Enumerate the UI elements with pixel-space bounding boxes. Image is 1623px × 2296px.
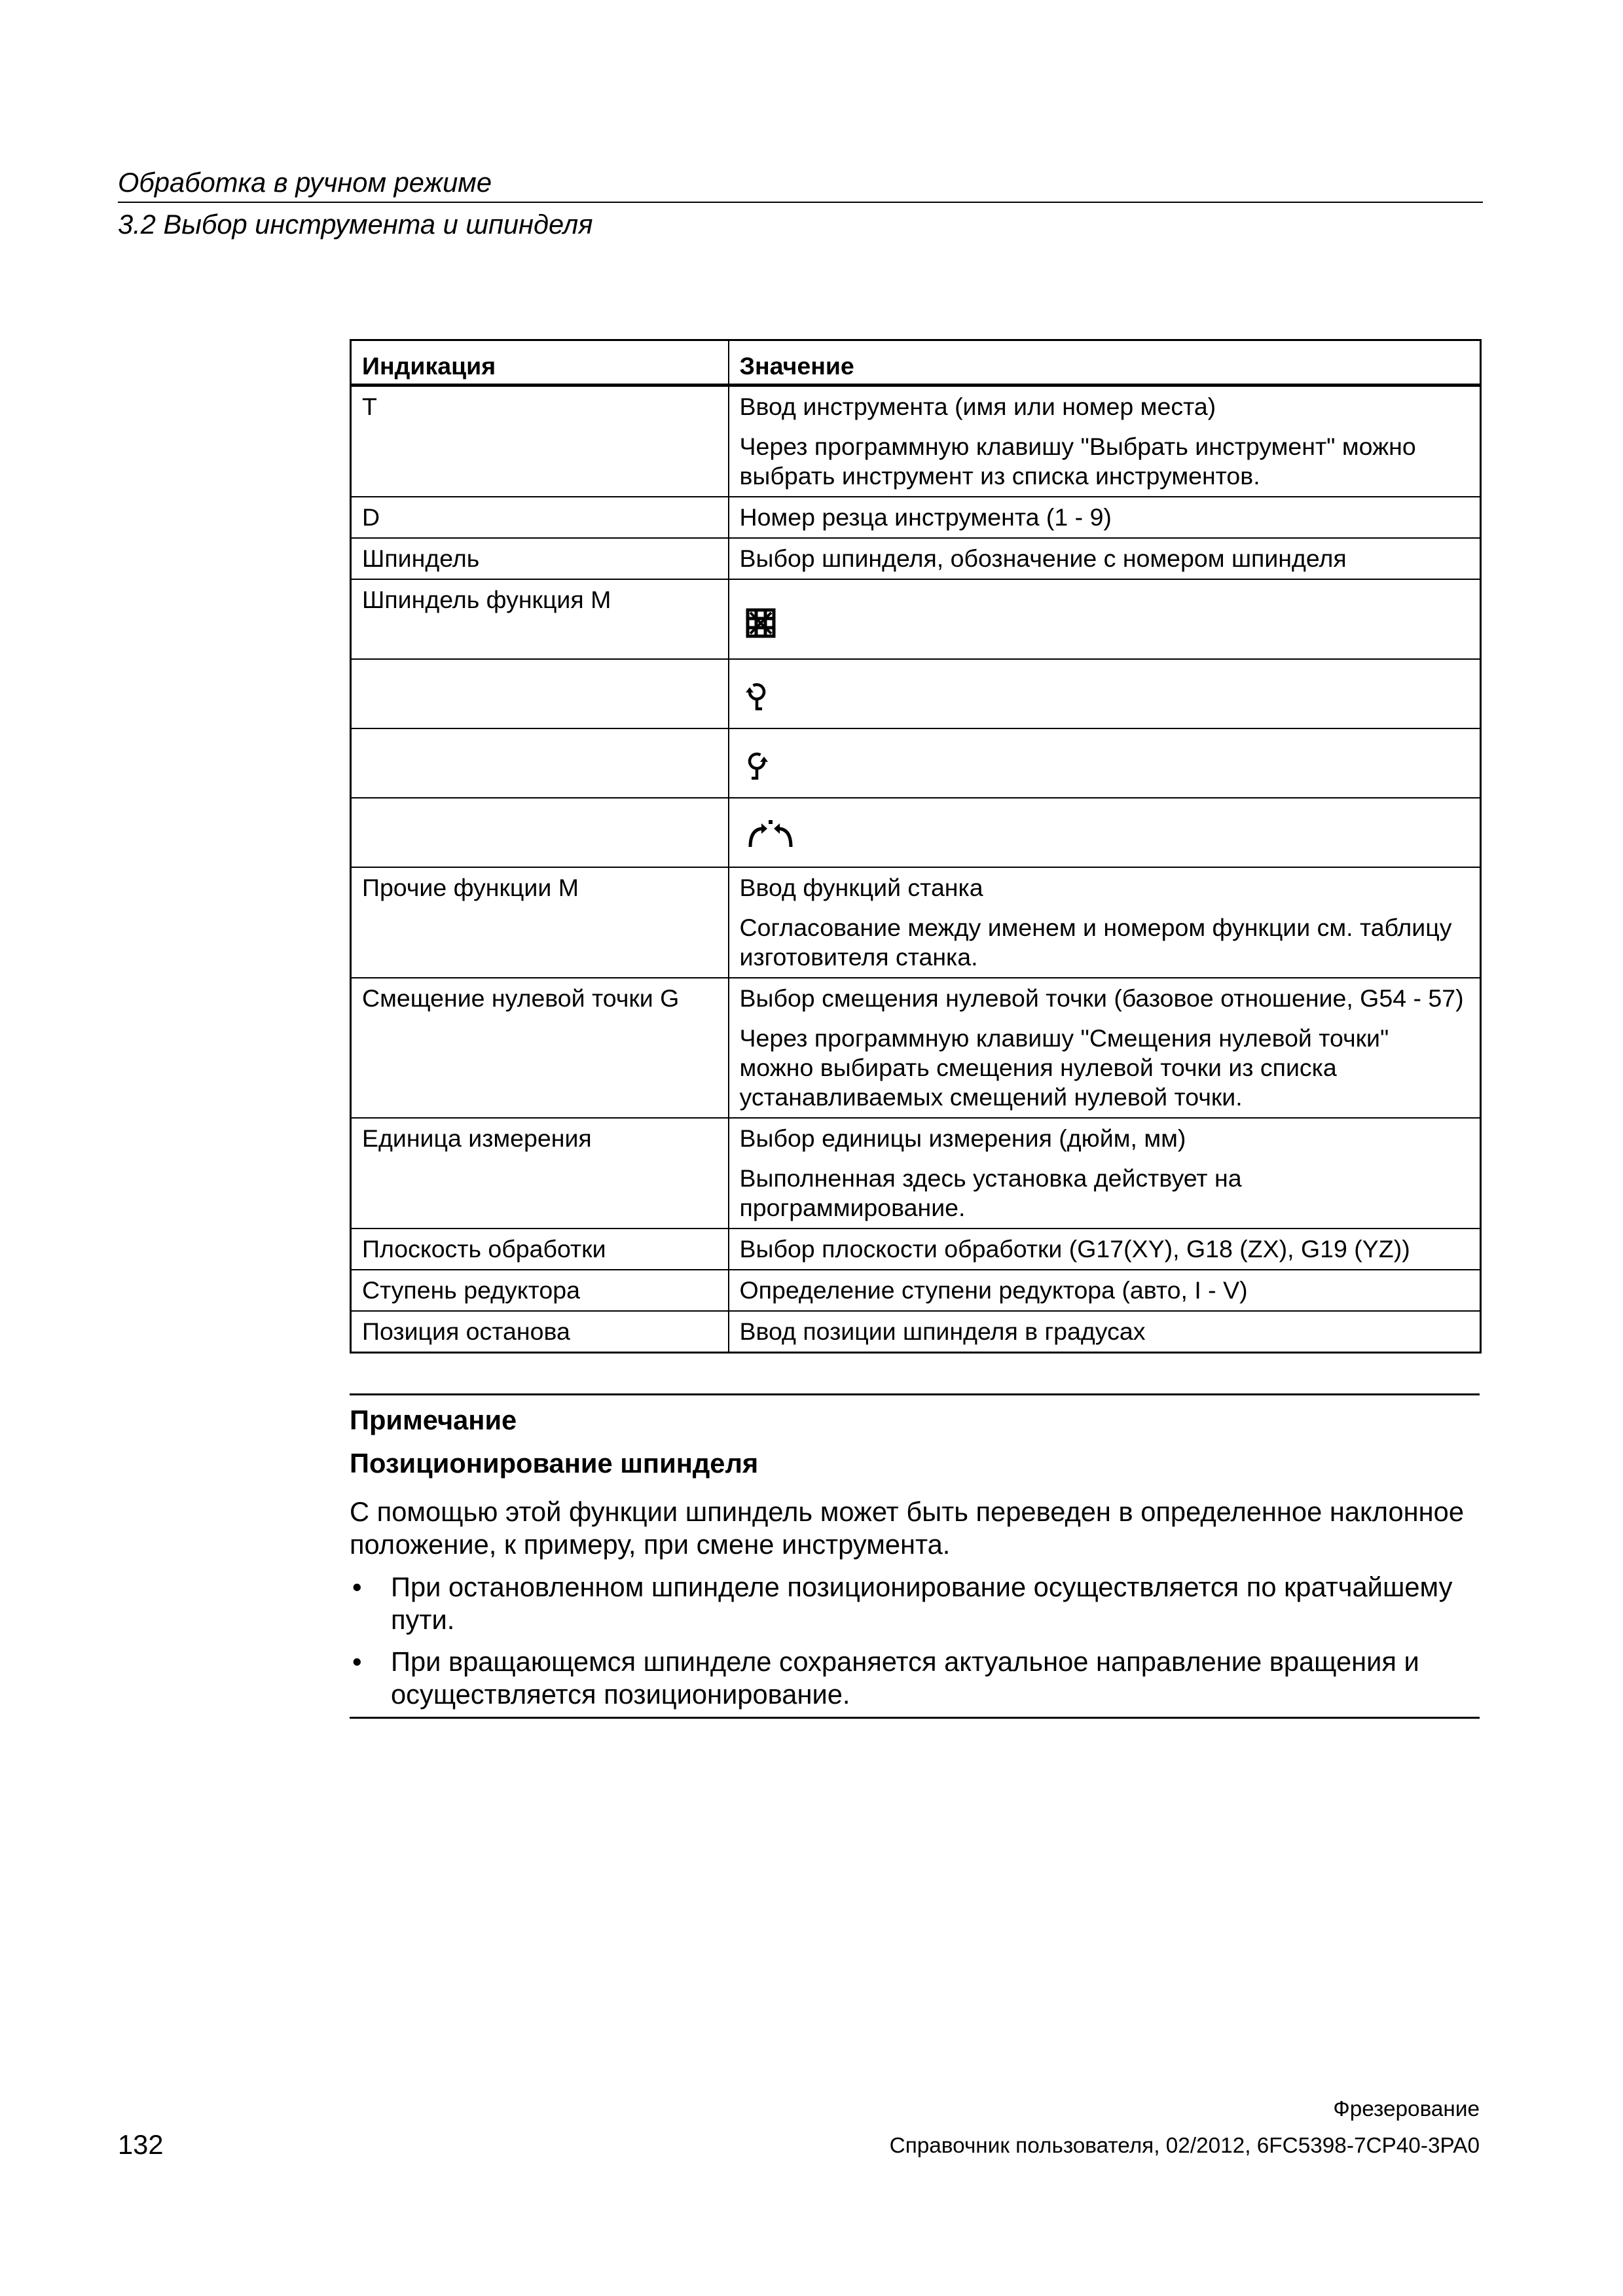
note-bullet-list [350,1571,1480,1711]
meaning-text: Через программную клавишу "Выбрать инструмент" можно выбрать инструмент из списка инструментов. [739,433,1416,490]
table-row [351,497,1481,538]
indication-cell [351,978,729,1118]
note-title: Позиционирование шпинделя [350,1448,759,1479]
indication-cell-empty [351,659,729,728]
table-row [351,1270,1481,1311]
icon-arrowhead [746,687,754,692]
indication-cell [351,867,729,978]
meaning-text: Номер резца инструмента (1 - 9) [739,503,1112,531]
indication-cell [351,1118,729,1229]
meaning-cell [729,497,1481,538]
indication-label: Смещение нулевой точки G [362,984,680,1012]
icon-right-arrowhead [774,823,780,834]
spindle-right-icon [740,681,1475,712]
column-header-meaning: Значение [729,340,1481,386]
table-row [351,978,1481,1118]
meaning-cell [729,798,1481,867]
indication-label: Шпиндель функция M [362,586,611,613]
indication-cell [351,1270,729,1311]
icon-dot [769,820,773,824]
spindle-right-icon-graphic [745,681,769,712]
spindle-stop-icon-graphic [745,607,776,639]
meaning-text: Ввод инструмента (имя или номер места) [739,393,1216,420]
meaning-text: Согласование между именем и номером функции см. таблицу изготовителя станка. [739,914,1452,971]
spindle-positioning-icon [740,819,1475,851]
indication-cell [351,386,729,497]
note-heading: Примечание [350,1405,517,1435]
meaning-cell [729,386,1481,497]
indication-label: T [362,393,377,420]
note-box [350,1393,1480,1719]
icon-mirror-group [750,754,768,778]
table-row [351,867,1481,978]
table-row [351,1229,1481,1270]
meaning-text: Выбор смещения нулевой точки (базовое отношение, G54 - 57) [739,984,1464,1012]
header-rule [118,202,1483,203]
indication-label: Плоскость обработки [362,1235,606,1263]
table-row [351,728,1481,798]
chapter-title: Обработка в ручном режиме [118,167,492,198]
table-body [351,386,1481,1353]
icon-left-arrowhead [761,823,767,834]
meaning-text: Выполненная здесь установка действует на программирование. [739,1164,1242,1221]
table-row [351,1311,1481,1353]
icon-stem [757,699,762,709]
table-row [351,798,1481,867]
section-title: 3.2 Выбор инструмента и шпинделя [118,209,593,240]
indication-cell-empty [351,798,729,867]
footer-document-id: Справочник пользователя, 02/2012, 6FC5398-7CP40-3PA0 [889,2134,1480,2158]
indication-cell [351,579,729,659]
meaning-cell [729,659,1481,728]
indication-cell [351,1311,729,1353]
indication-label: Позиция останова [362,1318,570,1345]
meaning-cell [729,1270,1481,1311]
note-bullet-item: • При остановленном шпинделе позиционирование осуществляется по кратчайшему пути. [350,1571,1480,1636]
meaning-cell [729,579,1481,659]
indication-label: Прочие функции M [362,874,579,901]
table-header-row [351,340,1481,386]
indication-cell [351,1229,729,1270]
meaning-cell [729,1118,1481,1229]
meaning-text: Ввод функций станка [739,874,983,901]
indication-label: Единица измерения [362,1124,592,1152]
icon-stem [752,768,757,778]
indication-cell-empty [351,728,729,798]
indication-cell [351,497,729,538]
indication-label: Ступень редуктора [362,1276,580,1304]
column-header-indication: Индикация [351,340,729,386]
table-row [351,1118,1481,1229]
table-row [351,579,1481,659]
table-row [351,538,1481,579]
meaning-cell [729,728,1481,798]
meaning-text: Определение ступени редуктора (авто, I - V) [739,1276,1248,1304]
meaning-text: Ввод позиции шпинделя в градусах [739,1318,1146,1345]
note-paragraph: С помощью этой функции шпиндель может быть переведен в определенное наклонное положение, к примеру, при смене инструмента. [350,1496,1464,1560]
indication-table [350,339,1482,1354]
icon-cross [750,613,771,634]
page-number: 132 [118,2129,164,2160]
indication-label: D [362,503,380,531]
meaning-cell [729,867,1481,978]
meaning-cell [729,538,1481,579]
meaning-text: Выбор плоскости обработки (G17(XY), G18 (ZX), G19 (YZ)) [739,1235,1410,1263]
icon-arrowhead [760,757,768,762]
footer-manual-type: Фрезерование [1333,2097,1480,2121]
spindle-left-icon-graphic [745,750,769,781]
spindle-positioning-icon-graphic [745,819,796,851]
meaning-cell [729,1229,1481,1270]
indication-label: Шпиндель [362,545,480,572]
meaning-cell [729,1311,1481,1353]
meaning-text: Выбор единицы измерения (дюйм, мм) [739,1124,1186,1152]
spindle-stop-icon [740,607,1475,639]
table-row [351,386,1481,497]
indication-cell [351,538,729,579]
meaning-cell [729,978,1481,1118]
table-row [351,659,1481,728]
spindle-left-icon [740,750,1475,781]
table-head [351,340,1481,386]
meaning-text: Через программную клавишу "Смещения нулевой точки" можно выбирать смещения нулевой точки из списка устанавливаемых смещений нулевой точки. [739,1024,1389,1111]
meaning-text: Выбор шпинделя, обозначение с номером шпинделя [739,545,1347,572]
note-bullet-item: • При вращающемся шпинделе сохраняется актуальное направление вращения и осуществляется позиционирование. [350,1645,1480,1711]
